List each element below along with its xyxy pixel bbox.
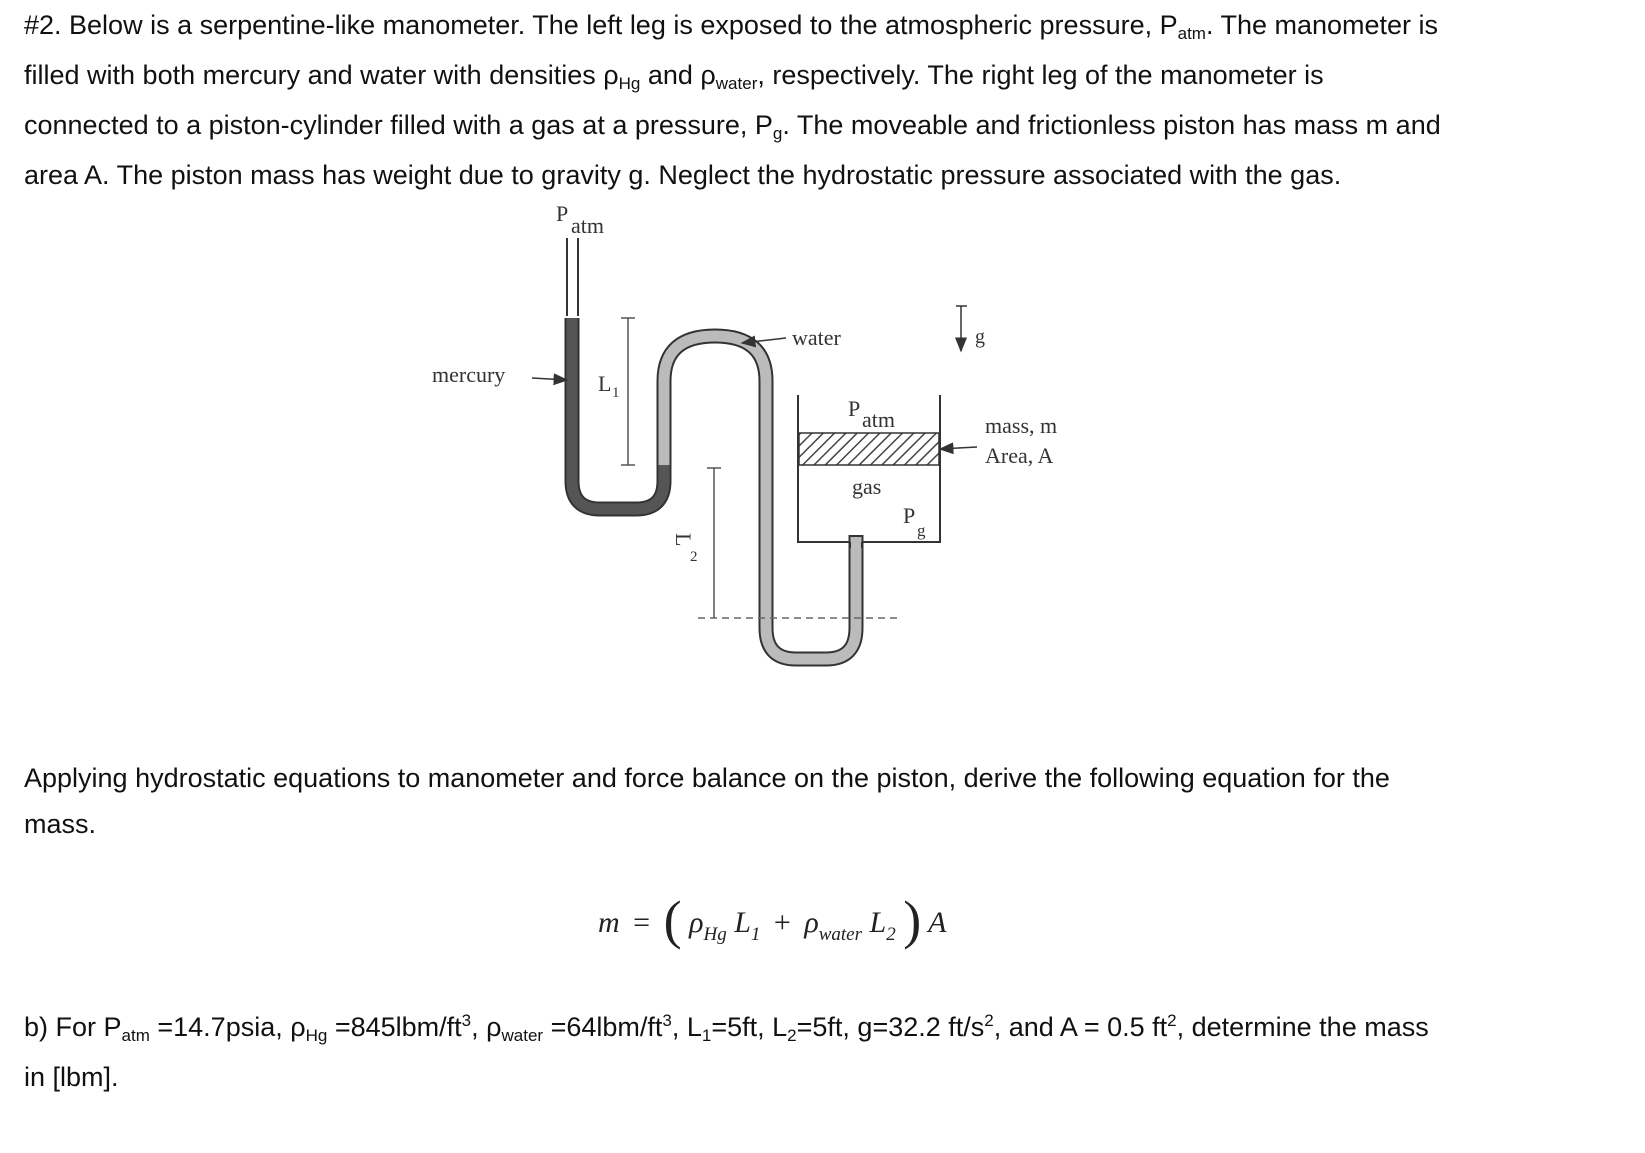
pb-t1: b) For P xyxy=(24,1012,122,1042)
problem-line-4 xyxy=(24,152,1639,198)
eq-lhs: m xyxy=(598,906,620,939)
g-label: g xyxy=(975,326,985,348)
patm-piston-P: P xyxy=(848,396,861,421)
patm-top-sub: atm xyxy=(571,213,604,238)
problem-line-2-and: and xyxy=(640,60,701,90)
cylinder-wall xyxy=(798,395,850,542)
problem-line-3-end: . The moveable and frictionless piston has mass m and xyxy=(782,110,1441,140)
problem-line-3 xyxy=(24,102,1639,152)
eq-plus: + xyxy=(773,906,791,939)
piston-arrow xyxy=(940,447,977,449)
eq-L2: L xyxy=(869,906,887,939)
L1-label: L xyxy=(598,371,612,396)
pb-rho-hg-sub: Hg xyxy=(305,1026,328,1045)
derive-line-1: Applying hydrostatic equations to manometer and force balance on the piston, derive the following equation for the xyxy=(24,763,1390,793)
problem-line-1-end: . The manometer is xyxy=(1205,10,1439,40)
pb-rho-water-sub: water xyxy=(501,1026,544,1045)
mercury-fill xyxy=(572,318,664,509)
pg-sub: g xyxy=(917,521,926,540)
eq-rho-water: ρ xyxy=(804,906,819,939)
rho-water-subscript: water xyxy=(715,74,758,93)
problem-line-1 xyxy=(24,2,1639,52)
eq-A: A xyxy=(928,906,947,939)
rho-water-symbol: ρ xyxy=(700,60,716,90)
part-b-line-2: in [lbm]. xyxy=(24,1062,119,1092)
L1-dimension xyxy=(621,318,635,465)
pb-t3: =845lbm/ft xyxy=(327,1012,462,1042)
eq-equals: = xyxy=(633,906,651,939)
mass-label: mass, m xyxy=(985,413,1058,438)
mass-equation xyxy=(598,883,947,950)
problem-line-3-text: connected to a piston-cylinder filled with a gas at a pressure, P xyxy=(24,110,773,140)
problem-line-2 xyxy=(24,52,1639,102)
gas-label: gas xyxy=(852,474,882,499)
problem-line-2-text: filled with both mercury and water with densities xyxy=(24,60,604,90)
piston xyxy=(799,433,939,465)
mercury-arrow xyxy=(532,378,567,380)
pb-t6: , L xyxy=(671,1012,702,1042)
pg-subscript: g xyxy=(772,124,783,143)
pb-t5: =64lbm/ft xyxy=(543,1012,663,1042)
derive-instruction xyxy=(24,755,1624,847)
mercury-u-tube xyxy=(572,318,664,509)
part-b-question xyxy=(24,1004,1639,1100)
eq-L2-sub: 2 xyxy=(886,924,896,945)
L1-sub: 1 xyxy=(612,385,620,401)
pb-t10: , determine the mass xyxy=(1176,1012,1429,1042)
pb-t9-sup: 2 xyxy=(1167,1011,1177,1030)
problem-line-1-text: #2. Below is a serpentine-like manometer. The left leg is exposed to the atmospheric pressure, P xyxy=(24,10,1178,40)
L2-sub: 2 xyxy=(690,549,698,565)
L2-label: L xyxy=(671,533,696,547)
manometer-diagram xyxy=(430,203,1075,678)
L2-dimension xyxy=(707,468,721,618)
problem-line-4-text: area A. The piston mass has weight due to gravity g. Neglect the hydrostatic pressure associated with the gas. xyxy=(24,160,1342,190)
problem-statement xyxy=(24,2,1639,198)
water-label: water xyxy=(792,325,841,350)
eq-rho-hg: ρ xyxy=(689,906,704,939)
pb-patm-sub: atm xyxy=(121,1026,150,1045)
pb-t3-sup: 3 xyxy=(461,1011,472,1030)
patm-subscript: atm xyxy=(1177,24,1206,43)
pb-t6-sub: 1 xyxy=(701,1026,712,1045)
eq-close-paren: ) xyxy=(903,890,922,950)
pb-t2: =14.7psia, xyxy=(149,1012,291,1042)
pb-t9: , and A = 0.5 ft xyxy=(993,1012,1168,1042)
eq-L1: L xyxy=(734,906,751,939)
problem-line-2-end: , respectively. The right leg of the manometer is xyxy=(757,60,1324,90)
eq-rho-hg-sub: Hg xyxy=(703,924,727,945)
gravity-arrow xyxy=(956,306,967,351)
eq-rho-water-sub: water xyxy=(818,924,863,945)
eq-open-paren: ( xyxy=(663,890,682,950)
pb-t5-sup: 3 xyxy=(662,1011,672,1030)
eq-L1-sub: 1 xyxy=(750,924,761,945)
water-tube-outline xyxy=(664,336,856,659)
patm-top-P: P xyxy=(556,203,569,226)
pb-t8-sup: 2 xyxy=(984,1011,994,1030)
pb-rho-water: ρ xyxy=(486,1012,502,1042)
pg-P: P xyxy=(903,503,916,528)
rho-hg-symbol: ρ xyxy=(603,60,619,90)
part-b-line-1 xyxy=(24,1004,1639,1054)
pb-rho-hg: ρ xyxy=(290,1012,306,1042)
pb-t8: =5ft, g=32.2 ft/s xyxy=(796,1012,985,1042)
pb-t7-sub: 2 xyxy=(787,1026,797,1045)
derive-line-2: mass. xyxy=(24,809,97,839)
patm-piston-sub: atm xyxy=(862,407,895,432)
area-label: Area, A xyxy=(985,443,1054,468)
pb-t7: =5ft, L xyxy=(711,1012,788,1042)
mercury-label: mercury xyxy=(432,362,506,387)
rho-hg-subscript: Hg xyxy=(618,74,641,93)
pb-t4: , xyxy=(471,1012,487,1042)
